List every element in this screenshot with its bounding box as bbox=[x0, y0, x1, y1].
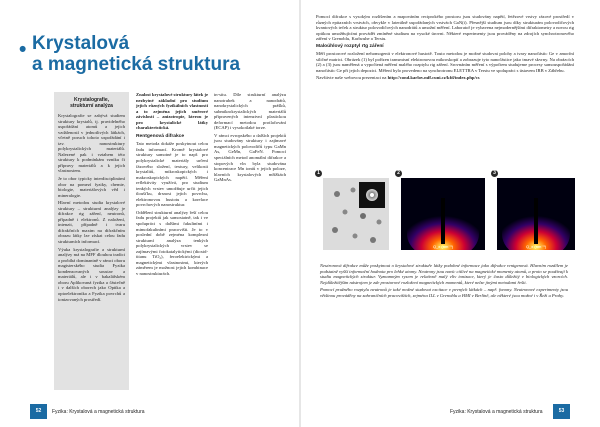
sidebar-heading-line-2: strukturní analýza bbox=[70, 103, 113, 109]
saxs-calculated-map bbox=[497, 178, 575, 250]
caption-paragraph: Neutronová difrakce může poskytnout o krystalové struktuře látky podobné informace jako difrakce rentgenová. Hlavním rozdílem je podstatně vyšší informační hodnota pro lehké atomy. Neutrony jsou navíc citlivé na magnetické momenty atomů, a proto se používají k studiu magnetických struktur. Vyznamným rysem je relativně malý vliv ionizace, který je často důležitý v biologických vzorcích. Nejdůležitějším nástrojem je zde prostorové rozložení magnetických momentů, které nelze jinými metodami řešit. bbox=[320, 263, 568, 285]
title-bullet: • bbox=[19, 38, 27, 61]
title-line-1: Krystalová bbox=[32, 33, 130, 54]
body-paragraph: Měří prostorové rozložení nehomogenit v elektronové hustotě. Touto metodou je možné studovat polohy a tvary nanočástic Ge v amorfní siličné matrici. Obrázek (1) byl pořízen transmisní elektronovou mikroskopií a zobrazuje tyto nanočástice jako tmavé skvrny. Na obrázcích (2) a (3) jsou naměřená a vypočtená měření malého rozptylu rtg záření. Srovnáním měření s výpočtem studujeme procesy samouspořádání nanočástic Ge při jejich depozici. Měření bylo provedeno na synchrotronu ELETTRA v Terstu ve spolupráci s ústavem IRB v Záhřebu. bbox=[316, 51, 574, 73]
page-number-right: 53 bbox=[553, 404, 570, 419]
sidebar-paragraph: Krystalografie se zabývá studiem struktury krystalů, tj. pravidelného uspořádání atomů a jejich vzdáleností v jednotlivých látkách, včetně poruch tohoto uspořádání i tzv. nanostruktury polykrystalických materiálů. Nalezené pak i vztahem této struktury k podmínkám vzniku či přípravy materiálů a k jejich vlastnostem. bbox=[58, 113, 125, 174]
sidebar-paragraph: Hlavní metodou studia krystalové struktury – strukturní analýzy je difrakce rtg záření, neutronů, případně i elektronů. Z naložení, intenzit, případně i tvaru difrakčních maxim na difrakčním obrazu látky lze získat celou řadu strukturních informací. bbox=[58, 200, 125, 245]
figure-label-1: 1 bbox=[315, 170, 322, 177]
figure-label-2: 2 bbox=[395, 170, 402, 177]
sidebar-paragraph: Je to obor typicky interdisciplinární obor na pomezí fyziky, chemie, biologie, materiálových věd i mineralogie. bbox=[58, 176, 125, 198]
saxs-measured-map bbox=[401, 178, 485, 250]
web-link-line bbox=[316, 75, 574, 81]
caption-paragraph: Pomocí pružného rozptylu neutronů je také možné studovat excitace v pevných látkách – např. fonony. Neutronové experimenty jsou většinou prováděny na zahraničních pracovištích, zejména ILL v Grenoblu a HMI v Berlíně, ale některé jsou možné i v Řeži u Prahy. bbox=[320, 287, 568, 298]
body-paragraph: Oddělení strukturní analýzy řeší celou řadu projektů jak samostatně, tak i ve spolupráci s dalšími fakultními i mimofakultními pracovišti. Je to v poslední době zejména komplexní strukturní analýza tenkých polykrystalických vrstev se zajímavými fotokatalytickými (dioxid-titanu TiO₂), feroelektrickými a magnetickými vlastnostmi, kterých záměrem je možnost jejich kombinace v nanostrukturách. bbox=[136, 209, 208, 276]
sidebar-heading-line-1: Krystalografie, bbox=[73, 97, 109, 103]
section-heading-saxs: Maloúhlový rozptyl rtg záření bbox=[316, 43, 384, 49]
axis-label-qx: Q_x (nm⁻¹) bbox=[525, 244, 547, 249]
figure-label-3: 3 bbox=[491, 170, 498, 177]
sidebar-box bbox=[54, 92, 129, 390]
neutron-caption bbox=[320, 263, 568, 300]
body-paragraph: V rámci evropského a dalších projektů jsou studovány struktury i zajímavé magnetických polovodičů typu GaMn As, GeMn, GaFeN. Pomocí speciálních metod anomální difrakce a stopových vln byla studována koncentrace Mn iontů v jejich poloze, hlavních krystalových mřížkách GaMnAs. bbox=[214, 132, 286, 183]
body-paragraph: Pomocí difrakce s vysokým rozlišením a mapováním reciprokého prostoru jsou studovány napětí, řetězové vrstvy rázové prostředí v různých epitaxních vrstvách, obvykle v laterálně uspořádaných vrstvách GaN(i). Přesnější studium jsou díky strukturám polovodičových kvantových teček a struktur polovodičových nanodrátů a umožní měření. Laboratoř je vybavena nejmodernějšími difraktometry a novou rtg optikou umožňujícími provádět zmíněné studium na vysoké úrovni. Některé experimenty jsou prováděny na zdrojích synchrotronového záření v Grenoblu, Karlsruhe a Terstu. bbox=[316, 14, 574, 42]
title-line-2: a magnetická struktura bbox=[32, 54, 241, 75]
footer-left-text: Fyzika: Krystalová a magnetická struktura bbox=[52, 409, 145, 415]
tem-image bbox=[323, 178, 389, 250]
sidebar-heading bbox=[58, 97, 125, 109]
spine-divider bbox=[299, 0, 301, 427]
axis-label-qx: Q_x (nm⁻¹) bbox=[432, 244, 454, 249]
page-title bbox=[32, 33, 240, 75]
footer-right-text: Fyzika: Krystalová a magnetická struktura bbox=[450, 409, 543, 415]
column-2 bbox=[136, 92, 208, 279]
column-3 bbox=[214, 92, 286, 185]
link-prefix: Navštivte naše webovou prezentaci na bbox=[316, 75, 387, 81]
sidebar-paragraph: Výuka krystalografie a strukturní analýzy má na MFF dlouhou tradici a probíhá dominantně v rámci oboru magisterského studia Fyzika kondenzovaných soustav a materiálů, ale i v bakalářském oboru Aplikovaná fyzika a částečně i v dalších oborech jako Optika a optoelektronika a Fyzika povrchů a ionizovaných prostředí. bbox=[58, 246, 125, 302]
section-heading-xray: Rentgenová difrakce bbox=[136, 133, 185, 139]
lead-paragraph: Znalost krystalové struktury látek je nezbytné základní pro studium jejich různých fyzikálních vlastností a to zejména jejich směrové závislosti – anizotropie, kterou je pro krystalické látky charakteristická. bbox=[136, 92, 208, 131]
web-link[interactable]: http://cond.karlov.mff.cuni.cz/kfd/index.php/cs bbox=[387, 75, 480, 81]
body-paragraph: Tato metoda dokáže poskytnout celou řadu informací. Kromě krystalové struktury samotné je to např. pro polykrystalické materiály určení fázového složení, textury, velikosti krystalitů, mikroskopických i makroskopických napětí. Měření reflektivity využívá, pro studium tenkých vrstev umožňuje určit jejich tloušťku, drsnost jejich povrchu, elektronovou hustotu a korelace povrchových nanostruktur. bbox=[136, 141, 208, 208]
page-number-left: 52 bbox=[30, 404, 47, 419]
figure-panel bbox=[315, 170, 575, 250]
right-top-text bbox=[316, 14, 574, 83]
body-paragraph: in-situ. Díle strukturní analýzu nanotrubek a nanodrátů, nanokrystalických prášků, submikrokrystalických materiálů připravených intenzivní plastickou deformací metodou protlačování (ECAP) i vysokotlaké torze. bbox=[214, 92, 286, 131]
